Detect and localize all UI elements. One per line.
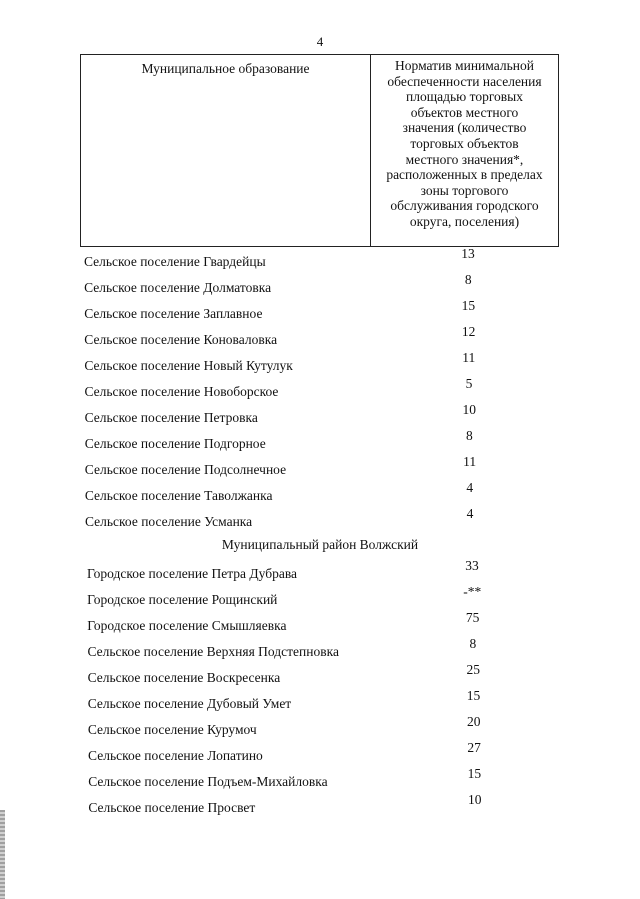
table-row [0,610,640,636]
municipality-name: Сельское поселение Курумоч [87,722,257,737]
header-norm-line: обслуживания городского [390,198,539,214]
municipality-name: Сельское поселение Новоборское [84,384,279,399]
table-row [0,740,640,766]
table-row [0,324,640,350]
norm-value: 8 [469,636,477,651]
header-norm-line: площадью торговых [406,89,523,105]
table-row [0,350,640,376]
municipality-name: Сельское поселение Петровка [84,410,258,425]
municipality-name: Городское поселение Смышляевка [87,618,287,633]
table-row [0,558,640,584]
norm-value: 11 [463,454,477,469]
header-norm-line: зоны торгового [420,182,509,198]
municipality-name: Сельское поселение Подсолнечное [84,462,287,477]
norm-value: 4 [466,506,474,521]
table-row [0,376,640,402]
municipality-name: Сельское поселение Коноваловка [84,332,278,347]
municipality-name: Сельское поселение Новый Кутулук [84,358,293,373]
norm-value: 15 [467,766,482,781]
header-norm-line: расположенных в пределах [386,167,543,183]
norm-value: 8 [466,428,473,443]
norm-value: 15 [466,688,481,703]
municipality-name: Сельское поселение Гвардейцы [84,254,266,269]
table-row [0,506,640,532]
table-row [0,688,640,714]
municipality-name: Сельское поселение Усманка [85,514,253,529]
norm-value: 75 [465,610,480,625]
header-norm-line: Норматив минимальной [395,58,534,73]
norm-value: 12 [461,324,476,339]
norm-value: 10 [462,402,476,417]
table-row [0,792,640,818]
header-norm-line: торговых объектов [410,135,519,151]
municipality-name: Городское поселение Петра Дубрава [87,566,298,581]
norm-value: 5 [465,376,473,391]
header-norm-line: местного значения*, [405,151,524,167]
municipality-name: Сельское поселение Подгорное [84,436,266,451]
norm-value: 10 [467,792,482,807]
norm-value: 11 [462,350,476,365]
table-row [0,454,640,480]
norm-value: 20 [467,714,481,729]
table-row [0,272,640,298]
norm-value: 15 [461,298,476,313]
norm-value: 25 [466,662,480,677]
header-norm-line: обеспеченности населения [387,73,542,89]
municipality-name: Сельское поселение Верхняя Подстепновка [87,644,339,659]
table-row [0,298,640,324]
norm-value: 33 [465,558,479,573]
header-municipality-cell: Муниципальное образование [81,55,371,246]
municipality-name: Сельское поселение Лопатино [88,748,263,763]
municipality-name: Сельское поселение Таволжанка [84,488,273,503]
table-row [0,246,640,272]
table-row [0,662,640,688]
municipality-name: Сельское поселение Заплавное [84,306,263,321]
header-norm-line: округа, поселения) [409,213,520,229]
table-header [80,54,559,247]
municipality-name: Сельское поселение Просвет [88,800,256,815]
table-row [0,636,640,662]
table-row [0,766,640,792]
header-norm-line: объектов местного [410,104,519,120]
municipality-name: Сельское поселение Воскресенка [87,670,281,685]
section-heading: Муниципальный район Волжский [221,537,419,552]
table-row [0,428,640,454]
norm-value: 27 [467,740,481,755]
norm-value: -** [463,584,482,599]
page-number: 4 [316,34,324,49]
table-row [0,714,640,740]
norm-value: 4 [466,480,474,495]
header-norm-cell [371,55,558,246]
header-norm-line: значения (количество [402,120,527,136]
municipality-name: Сельское поселение Долматовка [84,280,272,295]
municipality-name: Сельское поселение Подъем-Михайловка [88,774,328,789]
table-row [0,584,640,610]
table-row [0,402,640,428]
municipality-name: Сельское поселение Дубовый Умет [87,696,292,711]
norm-value: 13 [461,246,475,261]
scan-edge-artifact [0,810,5,899]
table-row [0,480,640,506]
municipality-name: Городское поселение Рощинский [87,592,278,607]
norm-value: 8 [464,272,472,287]
